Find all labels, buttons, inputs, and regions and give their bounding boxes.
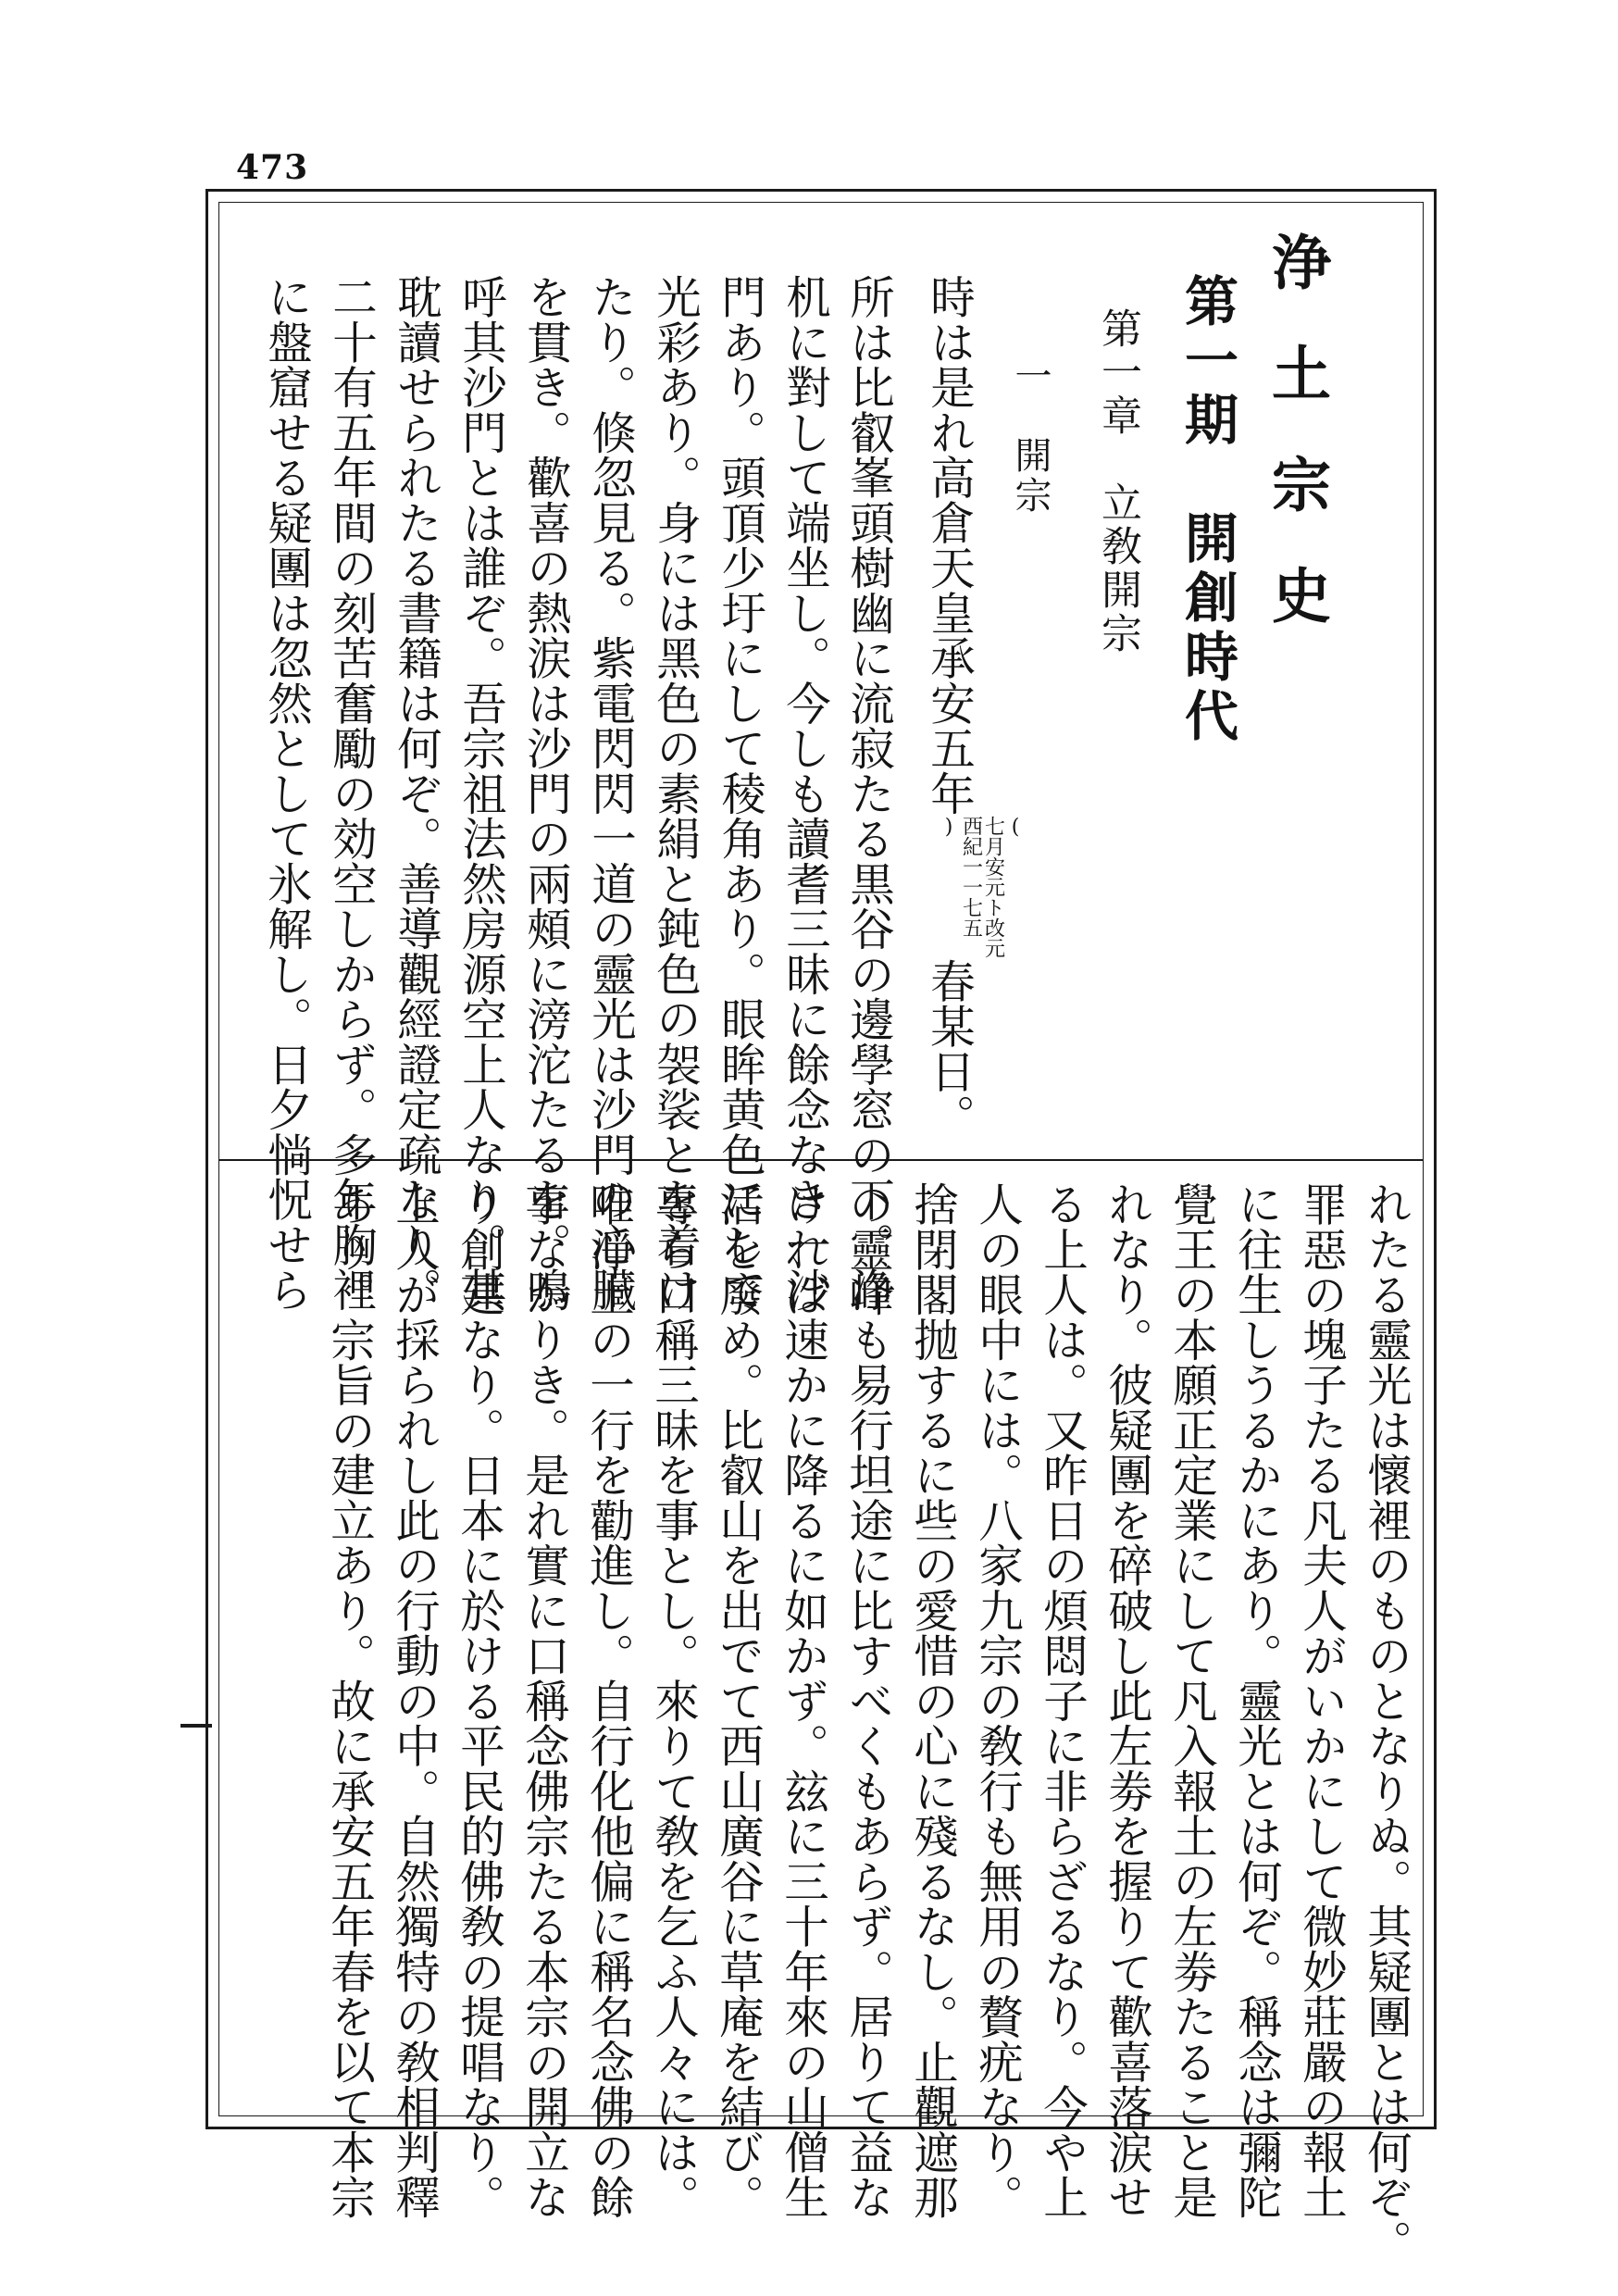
margin-mark bbox=[180, 1724, 212, 1728]
body-line: れなり。彼疑團を碎破し此左劵を握りて歡喜落涙せ bbox=[1100, 1181, 1152, 2220]
body-line: 覺王の本願正定業にして凡入報土の左劵たること是 bbox=[1164, 1181, 1217, 2220]
body-line: 所は比叡峯頭樹幽に流寂たる黒谷の邊學窓の下。浄 bbox=[841, 274, 894, 1313]
body-line: 光彩あり。身には黑色の素絹と鈍色の袈裟とを着け bbox=[648, 274, 701, 1313]
body-line: たり。倏忽見る。紫電閃閃一道の靈光は沙門の心臓 bbox=[583, 274, 636, 1313]
page-number: 473 bbox=[236, 148, 309, 187]
inline-note-bottom: 西紀一一七五 bbox=[959, 816, 983, 938]
body-line: に往生しうるかにあり。靈光とは何ぞ。稱念は彌陀 bbox=[1229, 1181, 1282, 2220]
chapter-title: 第一章 立敎開宗 bbox=[1094, 307, 1141, 655]
body-line: 唯淨土の一行を勸進し。自行化他偏に稱名念佛の餘 bbox=[581, 1181, 634, 2220]
body-line: を貫き。歡喜の熱涙は沙門の兩頰に滂沱たるを。鳴 bbox=[518, 274, 571, 1313]
period-title: 第一期 開創時代 bbox=[1176, 273, 1238, 747]
body-line: 時は是れ高倉天皇承安五年( 七月安元ト改元 西紀一一七五 )春某日。 bbox=[922, 274, 1027, 1139]
body-line: る上人は。又昨日の煩悶子に非らざるなり。今や上 bbox=[1035, 1181, 1088, 2220]
body-line: 机に對して端坐し。今しも讀耆三昧に餘念なき一沙 bbox=[778, 274, 830, 1313]
section-title: 一 開宗 bbox=[1009, 356, 1052, 516]
body-line: あり。宗旨の建立あり。故に承安五年春を以て本宗 bbox=[322, 1181, 375, 2220]
body-line: ければ速かに降るに如かず。玆に三十年來の山僧生 bbox=[776, 1181, 828, 2220]
body-line: 二十有五年間の刻苦奮勵の効空しからず。多年胸裡 bbox=[324, 274, 377, 1313]
body-line: 耽讀せられたる書籍は何ぞ。善導觀經證定疏なり。 bbox=[389, 274, 442, 1313]
body-line: 人の眼中には。八家九宗の敎行も無用の贅疣なり。 bbox=[970, 1181, 1023, 2220]
body-line: 呼其沙門とは誰ぞ。吾宗祖法然房源空上人なり。其 bbox=[454, 274, 506, 1313]
body-line: れたる靈光は懷裡のものとなりぬ。其疑團とは何ぞ。 bbox=[1359, 1181, 1412, 2265]
inline-note-top: 七月安元ト改元 bbox=[981, 816, 1005, 958]
body-line: に盤窟せる疑團は忽然として氷解し。日夕惝怳せら bbox=[259, 274, 312, 1313]
body-line: 上人が採られし此の行動の中。自然獨特の敎相判釋 bbox=[387, 1181, 440, 2220]
body-line: 門あり。頭頂少圩にして稜角あり。眼眸黄色にして bbox=[713, 274, 765, 1313]
inline-note: ( 七月安元ト改元 西紀一一七五 ) bbox=[937, 816, 1027, 958]
body-line: 事なかりき。是れ實に口稱念佛宗たる本宗の開立な bbox=[517, 1181, 569, 2220]
body-line: 專ら口稱三昧を事とし。來りて敎を乞ふ人々には。 bbox=[646, 1181, 699, 2220]
body-line: 罪惡の塊子たる凡夫人がいかにして微妙莊嚴の報土 bbox=[1294, 1181, 1347, 2220]
body-line: 活を廢め。比叡山を出でて西山廣谷に草庵を結び。 bbox=[711, 1181, 764, 2220]
book-title: 浄土宗史 bbox=[1262, 231, 1331, 676]
body-line: の靈峰も易行坦途に比すべくもあらず。居りて益な bbox=[840, 1181, 893, 2220]
body-line: 捨閉閣抛するに些の愛惜の心に殘るなし。止觀遮那 bbox=[905, 1181, 958, 2220]
body-line: り創建なり。日本に於ける平民的佛敎の提唱なり。 bbox=[452, 1181, 504, 2220]
